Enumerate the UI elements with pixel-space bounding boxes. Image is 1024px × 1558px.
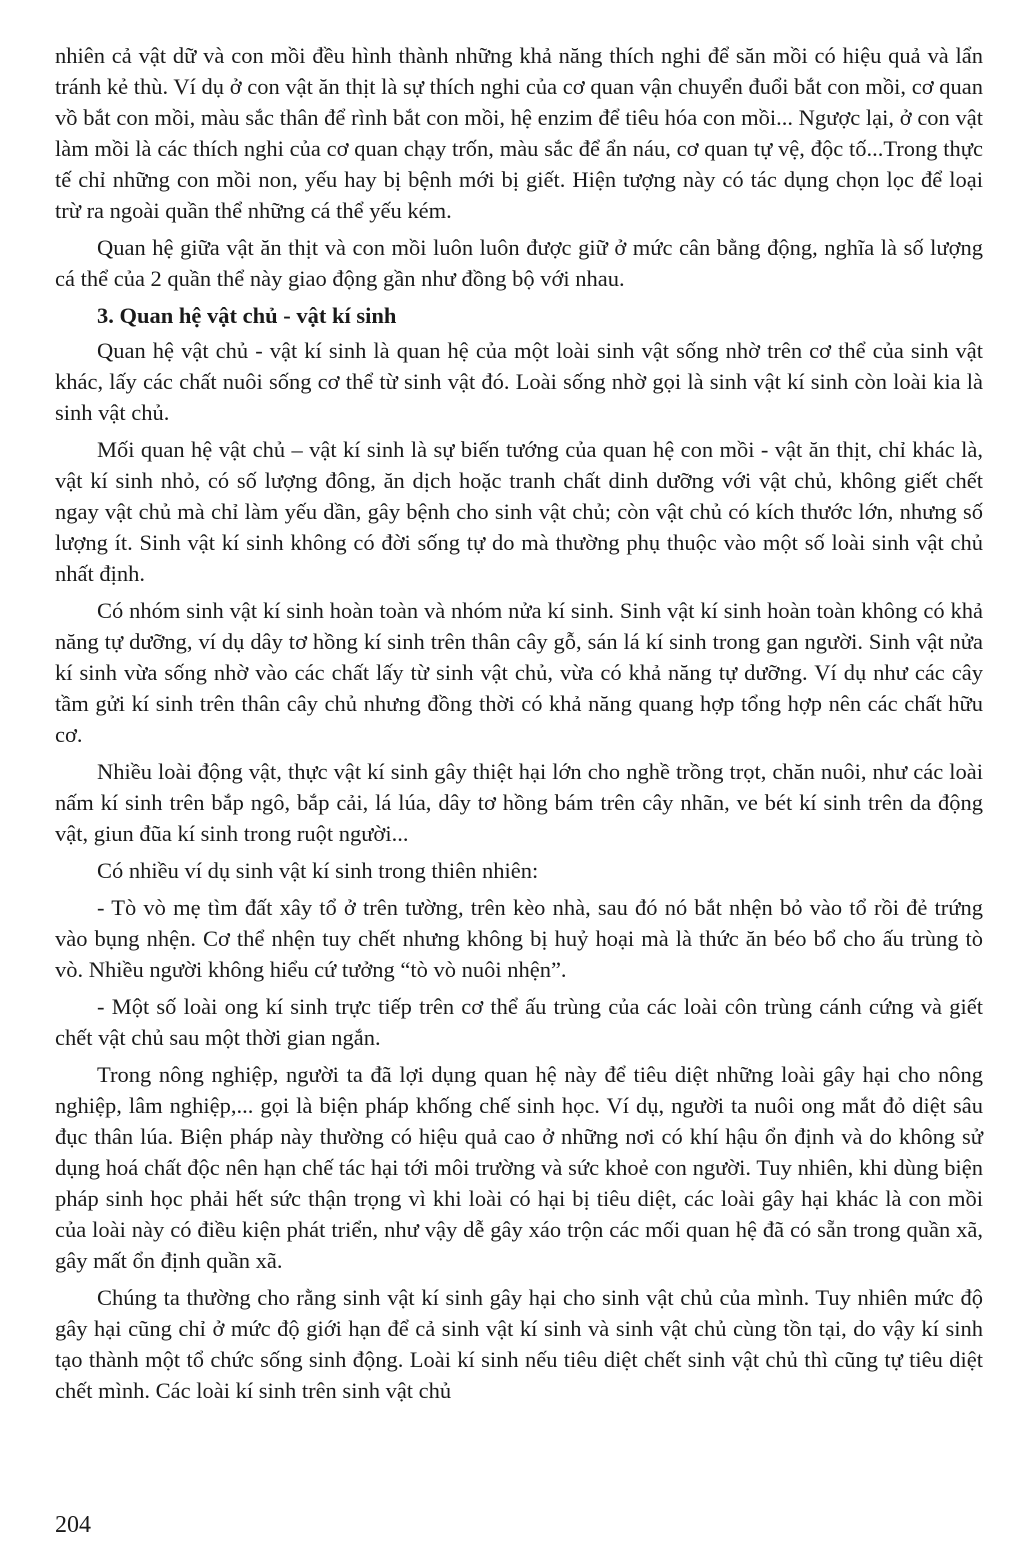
page-number: 204: [55, 1512, 91, 1538]
paragraph-5: Có nhóm sinh vật kí sinh hoàn toàn và nhóm nửa kí sinh. Sinh vật kí sinh hoàn toàn không có khả năng tự dưỡng, ví dụ dây tơ hồng kí sinh trên thân cây gỗ, sán lá kí sinh trong gan người. Sinh vật nửa kí sinh vừa sống nhờ vào các chất lấy từ sinh vật chủ, vừa có khả năng tự dưỡng. Ví dụ như các cây tầm gửi kí sinh trên thân cây chủ nhưng đồng thời có khả năng quang hợp tổng hợp nên các chất hữu cơ.: [55, 598, 983, 747]
paragraph-6: Nhiều loài động vật, thực vật kí sinh gây thiệt hại lớn cho nghề trồng trọt, chăn nuôi, như các loài nấm kí sinh trên bắp ngô, bắp cải, lá lúa, dây tơ hồng bám trên cây nhãn, ve bét kí sinh trên da động vật, giun đũa kí sinh trong ruột người...: [55, 759, 983, 846]
paragraph-2: Quan hệ giữa vật ăn thịt và con mồi luôn luôn được giữ ở mức cân bằng động, nghĩa là số lượng cá thể của 2 quần thể này giao động gần như đồng bộ với nhau.: [55, 235, 983, 291]
paragraph-3: Quan hệ vật chủ - vật kí sinh là quan hệ của một loài sinh vật sống nhờ trên cơ thể của sinh vật khác, lấy các chất nuôi sống cơ thể từ sinh vật đó. Loài sống nhờ gọi là sinh vật kí sinh còn loài kia là sinh vật chủ.: [55, 338, 983, 425]
paragraph-8: - Tò vò mẹ tìm đất xây tổ ở trên tường, trên kèo nhà, sau đó nó bắt nhện bỏ vào tổ rồi đẻ trứng vào bụng nhện. Cơ thể nhện tuy chết nhưng không bị huỷ hoại mà là thức ăn béo bổ cho ấu trùng tò vò. Nhiều người không hiểu cứ tưởng “tò vò nuôi nhện”.: [55, 895, 983, 982]
paragraph-1: nhiên cả vật dữ và con mồi đều hình thành những khả năng thích nghi để săn mồi có hiệu quả và lẩn tránh kẻ thù. Ví dụ ở con vật ăn thịt là sự thích nghi của cơ quan vận chuyển đuổi bắt con mồi, cơ quan vồ bắt con mồi, màu sắc thân để rình bắt con mồi, hệ enzim để tiêu hóa con mồi... Ngược lại, ở con vật làm mồi là các thích nghi của cơ quan chạy trốn, màu sắc để ẩn náu, cơ quan tự vệ, độc tố...Trong thực tế chỉ những con mồi non, yếu hay bị bệnh mới bị giết. Hiện tượng này có tác dụng chọn lọc để loại trừ ra ngoài quần thể những cá thể yếu kém.: [55, 43, 983, 223]
paragraph-4: Mối quan hệ vật chủ – vật kí sinh là sự biến tướng của quan hệ con mồi - vật ăn thịt, chỉ khác là, vật kí sinh nhỏ, có số lượng đông, ăn dịch hoặc tranh chất dinh dưỡng với vật chủ, không giết chết ngay vật chủ mà chỉ làm yếu dần, gây bệnh cho sinh vật chủ; còn vật chủ có kích thước lớn, nhưng số lượng ít. Sinh vật kí sinh không có đời sống tự do mà thường phụ thuộc vào một số loài sinh vật chủ nhất định.: [55, 437, 983, 586]
page-body: [55, 40, 983, 1412]
paragraph-9: - Một số loài ong kí sinh trực tiếp trên cơ thể ấu trùng của các loài côn trùng cánh cứng và giết chết vật chủ sau một thời gian ngắn.: [55, 994, 983, 1050]
paragraph-11: Chúng ta thường cho rằng sinh vật kí sinh gây hại cho sinh vật chủ của mình. Tuy nhiên mức độ gây hại cũng chỉ ở mức độ giới hạn để cả sinh vật kí sinh và sinh vật chủ cùng tồn tại, do vậy kí sinh tạo thành một tổ chức sống sinh động. Loài kí sinh nếu tiêu diệt chết sinh vật chủ thì cũng tự tiêu diệt chết mình. Các loài kí sinh trên sinh vật chủ: [55, 1285, 983, 1403]
paragraph-10: Trong nông nghiệp, người ta đã lợi dụng quan hệ này để tiêu diệt những loài gây hại cho nông nghiệp, lâm nghiệp,... gọi là biện pháp khống chế sinh học. Ví dụ, người ta nuôi ong mắt đỏ diệt sâu đục thân lúa. Biện pháp này thường có hiệu quả cao ở những nơi có khí hậu ổn định và do không sử dụng hoá chất độc nên hạn chế tác hại tới môi trường và sức khoẻ con người. Tuy nhiên, khi dùng biện pháp sinh học phải hết sức thận trọng vì khi loài có hại bị tiêu diệt, các loài gây hại khác là con mồi của loài này có điều kiện phát triển, như vậy dễ gây xáo trộn các mối quan hệ đã có sẵn trong quần xã, gây mất ổn định quần xã.: [55, 1062, 983, 1273]
paragraph-7: Có nhiều ví dụ sinh vật kí sinh trong thiên nhiên:: [97, 858, 539, 883]
section-heading: 3. Quan hệ vật chủ - vật kí sinh: [97, 303, 397, 328]
